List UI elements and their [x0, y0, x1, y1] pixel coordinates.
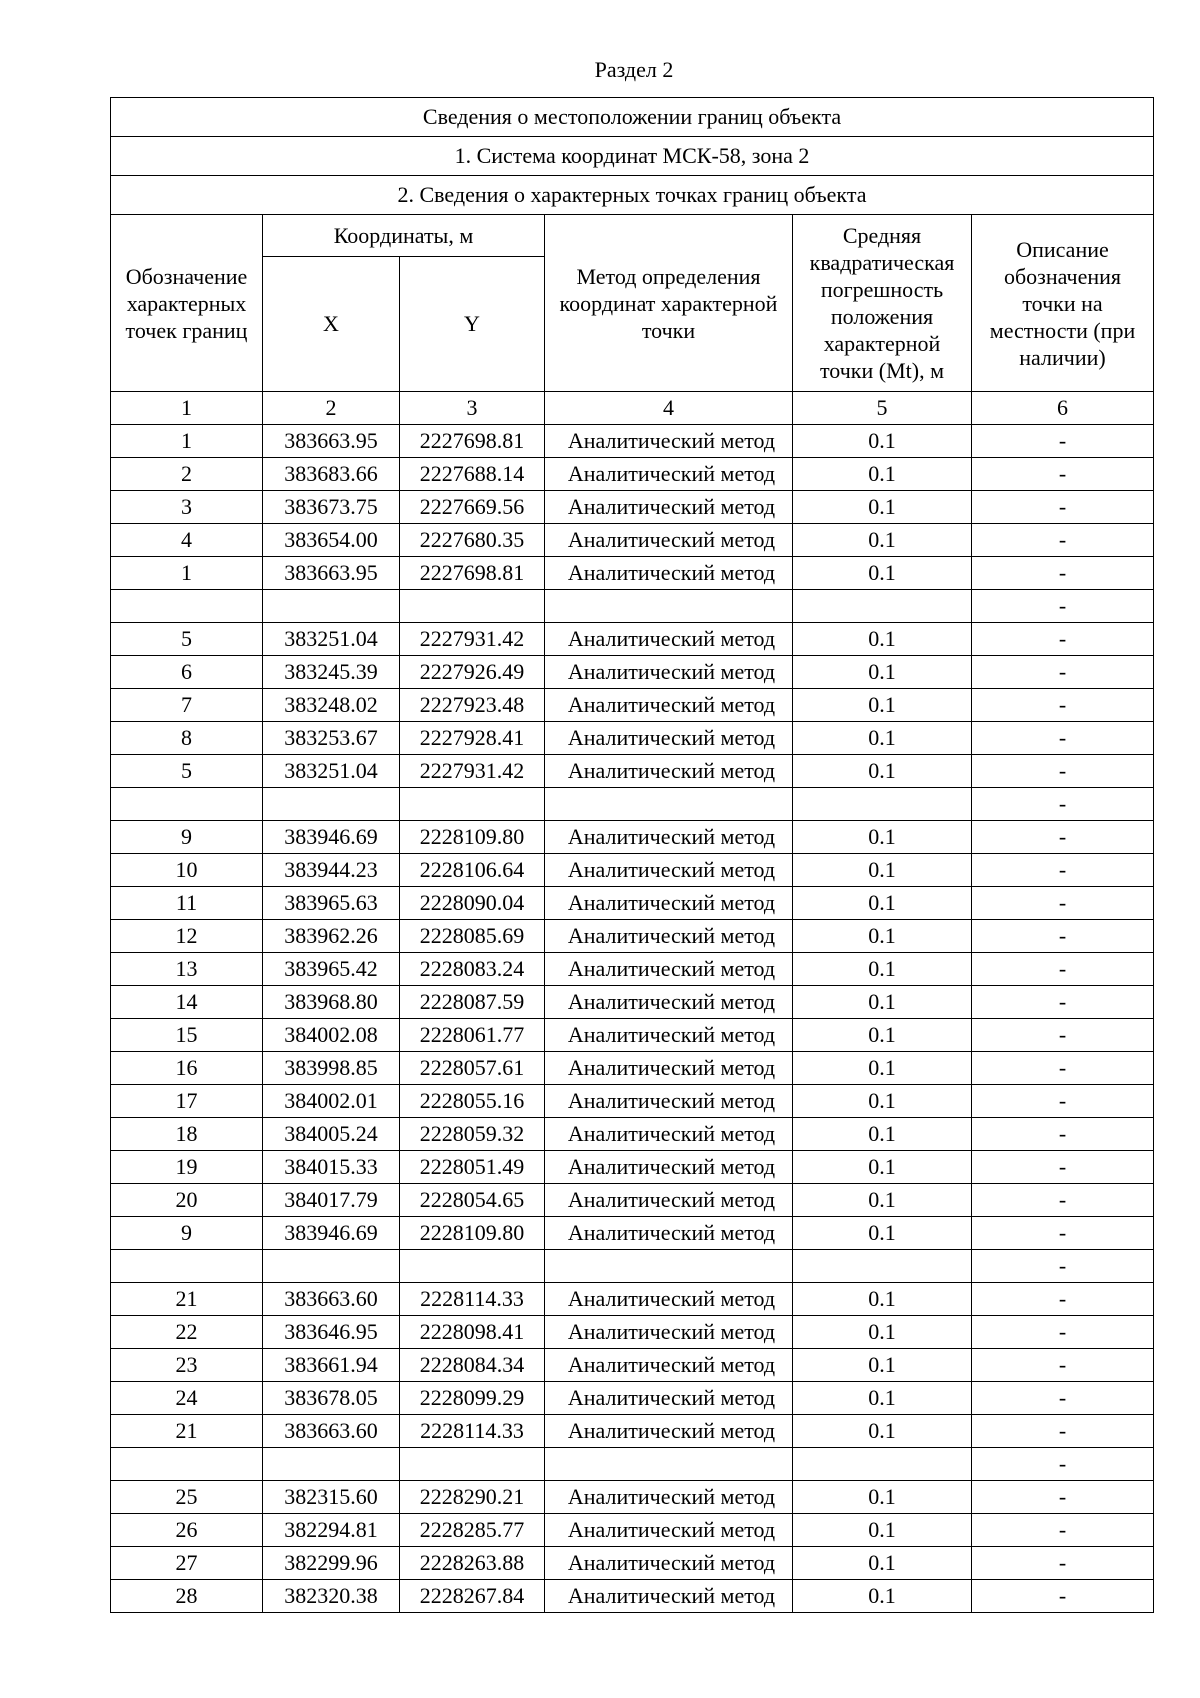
column-number: 6: [972, 392, 1154, 425]
coord-x: 383646.95: [263, 1316, 400, 1349]
table-row: [111, 524, 1154, 557]
method: Аналитический метод: [545, 623, 793, 656]
error-value: 0.1: [793, 986, 972, 1019]
description: -: [972, 1052, 1154, 1085]
point-number: 9: [111, 821, 263, 854]
section-title: Раздел 2: [594, 57, 674, 82]
description: -: [972, 425, 1154, 458]
coord-x: 384017.79: [263, 1184, 400, 1217]
header-x: X: [263, 257, 400, 392]
coord-y: 2228099.29: [400, 1382, 545, 1415]
header-error: Средняя квадратическая погрешность положения характерной точки (Mt), м: [793, 215, 972, 392]
point-number: 5: [111, 623, 263, 656]
method: Аналитический метод: [545, 524, 793, 557]
error-value: 0.1: [793, 887, 972, 920]
error-value: [793, 1448, 972, 1481]
point-number: 21: [111, 1415, 263, 1448]
method: Аналитический метод: [545, 1514, 793, 1547]
point-number: 6: [111, 656, 263, 689]
point-number: 9: [111, 1217, 263, 1250]
coord-y: 2227923.48: [400, 689, 545, 722]
method: Аналитический метод: [545, 986, 793, 1019]
table-row: [111, 1052, 1154, 1085]
method: Аналитический метод: [545, 953, 793, 986]
method: Аналитический метод: [545, 1415, 793, 1448]
table-row: [111, 1580, 1154, 1613]
point-number: 5: [111, 755, 263, 788]
method: Аналитический метод: [545, 1580, 793, 1613]
column-number: 3: [400, 392, 545, 425]
error-value: 0.1: [793, 524, 972, 557]
point-number: 14: [111, 986, 263, 1019]
method: Аналитический метод: [545, 920, 793, 953]
method: Аналитический метод: [545, 1118, 793, 1151]
method: [545, 590, 793, 623]
coord-y: 2227931.42: [400, 623, 545, 656]
coord-y: 2227928.41: [400, 722, 545, 755]
coord-x: 384002.08: [263, 1019, 400, 1052]
point-number: [111, 1448, 263, 1481]
point-number: 16: [111, 1052, 263, 1085]
table-row: [111, 1151, 1154, 1184]
coord-y: 2228114.33: [400, 1283, 545, 1316]
point-number: [111, 590, 263, 623]
coord-y: 2228114.33: [400, 1415, 545, 1448]
coord-x: 383663.60: [263, 1415, 400, 1448]
error-value: 0.1: [793, 755, 972, 788]
table-row: [111, 1118, 1154, 1151]
point-number: 23: [111, 1349, 263, 1382]
coord-x: 383944.23: [263, 854, 400, 887]
point-number: 7: [111, 689, 263, 722]
table-row: [111, 590, 1154, 623]
column-number: 2: [263, 392, 400, 425]
point-number: 8: [111, 722, 263, 755]
coord-x: 383968.80: [263, 986, 400, 1019]
description: -: [972, 1316, 1154, 1349]
header-description: Описание обозначения точки на местности (при наличии): [972, 215, 1154, 392]
error-value: 0.1: [793, 1217, 972, 1250]
coord-y: 2228057.61: [400, 1052, 545, 1085]
coord-y: 2228285.77: [400, 1514, 545, 1547]
coord-y: 2228054.65: [400, 1184, 545, 1217]
column-number: 4: [545, 392, 793, 425]
description: -: [972, 1118, 1154, 1151]
error-value: 0.1: [793, 1019, 972, 1052]
column-number-row: [111, 392, 1154, 425]
coord-y: 2228051.49: [400, 1151, 545, 1184]
table-row: [111, 656, 1154, 689]
coord-y: 2228055.16: [400, 1085, 545, 1118]
column-number: 5: [793, 392, 972, 425]
error-value: 0.1: [793, 1085, 972, 1118]
error-value: 0.1: [793, 920, 972, 953]
error-value: 0.1: [793, 821, 972, 854]
error-value: 0.1: [793, 1316, 972, 1349]
coord-y: 2227698.81: [400, 425, 545, 458]
coord-x: 382315.60: [263, 1481, 400, 1514]
coord-y: 2228085.69: [400, 920, 545, 953]
coord-x: 383965.63: [263, 887, 400, 920]
error-value: 0.1: [793, 1052, 972, 1085]
table-row: [111, 491, 1154, 524]
coord-x: 382299.96: [263, 1547, 400, 1580]
description: -: [972, 458, 1154, 491]
description: -: [972, 590, 1154, 623]
coord-x: 383946.69: [263, 821, 400, 854]
description: -: [972, 1217, 1154, 1250]
error-value: 0.1: [793, 1184, 972, 1217]
error-value: [793, 788, 972, 821]
error-value: 0.1: [793, 689, 972, 722]
method: Аналитический метод: [545, 1349, 793, 1382]
description: -: [972, 1580, 1154, 1613]
table-row: [111, 1184, 1154, 1217]
description: -: [972, 986, 1154, 1019]
point-number: 11: [111, 887, 263, 920]
error-value: 0.1: [793, 425, 972, 458]
coord-y: 2228083.24: [400, 953, 545, 986]
error-value: 0.1: [793, 1547, 972, 1580]
table-row: [111, 755, 1154, 788]
coord-x: 382294.81: [263, 1514, 400, 1547]
description: -: [972, 524, 1154, 557]
error-value: 0.1: [793, 1514, 972, 1547]
coord-x: 383678.05: [263, 1382, 400, 1415]
coord-x: 384015.33: [263, 1151, 400, 1184]
coord-x: 383245.39: [263, 656, 400, 689]
method: Аналитический метод: [545, 887, 793, 920]
description: -: [972, 656, 1154, 689]
coord-x: 383663.95: [263, 557, 400, 590]
point-number: [111, 1250, 263, 1283]
coord-x: 383663.95: [263, 425, 400, 458]
coord-y: [400, 788, 545, 821]
header-method: Метод определения координат характерной точки: [545, 215, 793, 392]
table-row: [111, 920, 1154, 953]
point-number: 2: [111, 458, 263, 491]
coord-x: 383965.42: [263, 953, 400, 986]
coord-y: 2228087.59: [400, 986, 545, 1019]
table-row: [111, 887, 1154, 920]
point-number: 12: [111, 920, 263, 953]
point-number: [111, 788, 263, 821]
description: -: [972, 1250, 1154, 1283]
error-value: 0.1: [793, 722, 972, 755]
description: -: [972, 1514, 1154, 1547]
coord-x: [263, 1250, 400, 1283]
header-coordinates: Координаты, м: [263, 215, 545, 257]
method: Аналитический метод: [545, 1481, 793, 1514]
coord-x: 383251.04: [263, 755, 400, 788]
error-value: 0.1: [793, 1118, 972, 1151]
error-value: 0.1: [793, 458, 972, 491]
coord-x: 383654.00: [263, 524, 400, 557]
point-number: 18: [111, 1118, 263, 1151]
method: Аналитический метод: [545, 1019, 793, 1052]
coord-x: 383998.85: [263, 1052, 400, 1085]
header-y: Y: [400, 257, 545, 392]
coord-x: 383663.60: [263, 1283, 400, 1316]
table-row: [111, 788, 1154, 821]
error-value: 0.1: [793, 656, 972, 689]
table-row: [111, 425, 1154, 458]
description: -: [972, 953, 1154, 986]
point-number: 27: [111, 1547, 263, 1580]
description: -: [972, 491, 1154, 524]
error-value: 0.1: [793, 557, 972, 590]
error-value: 0.1: [793, 953, 972, 986]
method: Аналитический метод: [545, 1547, 793, 1580]
table-row: [111, 1481, 1154, 1514]
coord-x: 384002.01: [263, 1085, 400, 1118]
coord-y: [400, 1250, 545, 1283]
table-row: [111, 821, 1154, 854]
description: -: [972, 1481, 1154, 1514]
table-row: [111, 854, 1154, 887]
method: Аналитический метод: [545, 425, 793, 458]
coord-y: 2227688.14: [400, 458, 545, 491]
description: -: [972, 689, 1154, 722]
table-row: [111, 1382, 1154, 1415]
error-value: 0.1: [793, 1349, 972, 1382]
coord-y: 2228084.34: [400, 1349, 545, 1382]
table-row: [111, 1448, 1154, 1481]
description: -: [972, 1184, 1154, 1217]
description: -: [972, 1085, 1154, 1118]
coord-y: [400, 590, 545, 623]
description: -: [972, 1547, 1154, 1580]
coord-x: 382320.38: [263, 1580, 400, 1613]
method: Аналитический метод: [545, 458, 793, 491]
table-heading: Сведения о местоположении границ объекта: [111, 98, 1154, 137]
table-row: [111, 1349, 1154, 1382]
table-row: [111, 458, 1154, 491]
table-row: [111, 1415, 1154, 1448]
coord-x: 383661.94: [263, 1349, 400, 1382]
table-row: [111, 689, 1154, 722]
coord-y: 2227926.49: [400, 656, 545, 689]
error-value: 0.1: [793, 1580, 972, 1613]
description: -: [972, 557, 1154, 590]
coordinate-system: 1. Система координат МСК-58, зона 2: [111, 137, 1154, 176]
point-number: 20: [111, 1184, 263, 1217]
description: -: [972, 1349, 1154, 1382]
table-row: [111, 1217, 1154, 1250]
method: [545, 1448, 793, 1481]
description: -: [972, 821, 1154, 854]
method: Аналитический метод: [545, 656, 793, 689]
method: Аналитический метод: [545, 1283, 793, 1316]
coord-y: 2227698.81: [400, 557, 545, 590]
table-row: [111, 1547, 1154, 1580]
table-row: [111, 986, 1154, 1019]
coord-y: [400, 1448, 545, 1481]
coord-y: 2228106.64: [400, 854, 545, 887]
point-number: 10: [111, 854, 263, 887]
error-value: 0.1: [793, 1382, 972, 1415]
coord-y: 2227680.35: [400, 524, 545, 557]
method: Аналитический метод: [545, 821, 793, 854]
coord-x: 383673.75: [263, 491, 400, 524]
table-row: [111, 1019, 1154, 1052]
boundary-points-table: [110, 97, 1154, 1613]
point-number: 28: [111, 1580, 263, 1613]
table-row: [111, 1283, 1154, 1316]
method: [545, 788, 793, 821]
method: [545, 1250, 793, 1283]
error-value: 0.1: [793, 1151, 972, 1184]
error-value: 0.1: [793, 1481, 972, 1514]
point-number: 24: [111, 1382, 263, 1415]
coord-y: 2228109.80: [400, 1217, 545, 1250]
table-row: [111, 1514, 1154, 1547]
point-number: 1: [111, 557, 263, 590]
method: Аналитический метод: [545, 1052, 793, 1085]
table-row: [111, 1085, 1154, 1118]
coord-y: 2228267.84: [400, 1580, 545, 1613]
coord-y: 2228263.88: [400, 1547, 545, 1580]
method: Аналитический метод: [545, 854, 793, 887]
table-row: [111, 1250, 1154, 1283]
error-value: 0.1: [793, 1415, 972, 1448]
method: Аналитический метод: [545, 1217, 793, 1250]
coord-y: 2228061.77: [400, 1019, 545, 1052]
error-value: [793, 1250, 972, 1283]
coord-y: 2228290.21: [400, 1481, 545, 1514]
description: -: [972, 623, 1154, 656]
coord-x: 383248.02: [263, 689, 400, 722]
coord-x: 384005.24: [263, 1118, 400, 1151]
table-row: [111, 1316, 1154, 1349]
description: -: [972, 1283, 1154, 1316]
header-point: Обозначение характерных точек границ: [111, 215, 263, 392]
coord-x: 383683.66: [263, 458, 400, 491]
error-value: 0.1: [793, 1283, 972, 1316]
error-value: 0.1: [793, 491, 972, 524]
coord-x: [263, 590, 400, 623]
point-number: 17: [111, 1085, 263, 1118]
description: -: [972, 1151, 1154, 1184]
method: Аналитический метод: [545, 722, 793, 755]
method: Аналитический метод: [545, 1382, 793, 1415]
method: Аналитический метод: [545, 755, 793, 788]
coord-x: 383251.04: [263, 623, 400, 656]
point-number: 1: [111, 425, 263, 458]
description: -: [972, 722, 1154, 755]
table-row: [111, 623, 1154, 656]
description: -: [972, 1019, 1154, 1052]
coord-y: 2227931.42: [400, 755, 545, 788]
description: -: [972, 1382, 1154, 1415]
method: Аналитический метод: [545, 557, 793, 590]
coord-y: 2228109.80: [400, 821, 545, 854]
description: -: [972, 854, 1154, 887]
point-number: 21: [111, 1283, 263, 1316]
description: -: [972, 788, 1154, 821]
coord-y: 2228098.41: [400, 1316, 545, 1349]
description: -: [972, 887, 1154, 920]
coord-x: 383962.26: [263, 920, 400, 953]
coord-x: [263, 788, 400, 821]
points-section-heading: 2. Сведения о характерных точках границ объекта: [111, 176, 1154, 215]
coord-x: [263, 1448, 400, 1481]
coord-x: 383253.67: [263, 722, 400, 755]
point-number: 13: [111, 953, 263, 986]
description: -: [972, 920, 1154, 953]
coord-y: 2228090.04: [400, 887, 545, 920]
method: Аналитический метод: [545, 1085, 793, 1118]
method: Аналитический метод: [545, 689, 793, 722]
method: Аналитический метод: [545, 1151, 793, 1184]
point-number: 25: [111, 1481, 263, 1514]
description: -: [972, 1415, 1154, 1448]
description: -: [972, 1448, 1154, 1481]
point-number: 22: [111, 1316, 263, 1349]
error-value: [793, 590, 972, 623]
point-number: 3: [111, 491, 263, 524]
table-row: [111, 557, 1154, 590]
method: Аналитический метод: [545, 1316, 793, 1349]
table-row: [111, 722, 1154, 755]
error-value: 0.1: [793, 623, 972, 656]
point-number: 15: [111, 1019, 263, 1052]
point-number: 4: [111, 524, 263, 557]
method: Аналитический метод: [545, 491, 793, 524]
point-number: 19: [111, 1151, 263, 1184]
coord-y: 2227669.56: [400, 491, 545, 524]
table-row: [111, 953, 1154, 986]
error-value: 0.1: [793, 854, 972, 887]
coord-x: 383946.69: [263, 1217, 400, 1250]
column-number: 1: [111, 392, 263, 425]
description: -: [972, 755, 1154, 788]
coord-y: 2228059.32: [400, 1118, 545, 1151]
point-number: 26: [111, 1514, 263, 1547]
method: Аналитический метод: [545, 1184, 793, 1217]
